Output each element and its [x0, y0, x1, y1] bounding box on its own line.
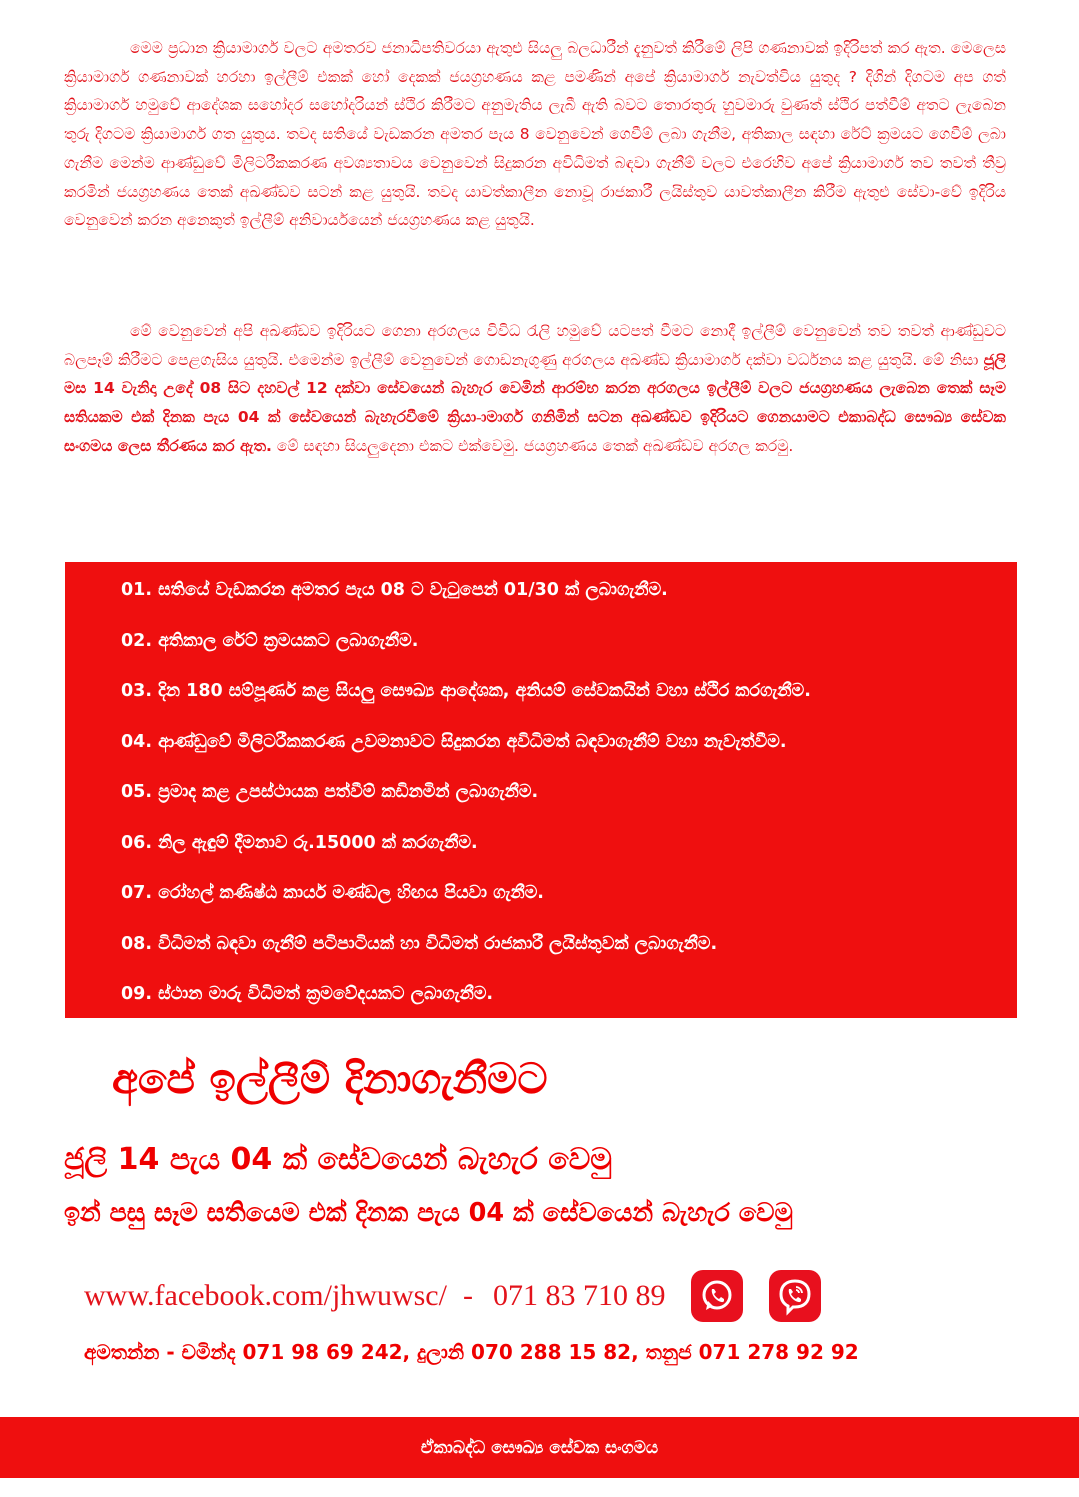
action-paragraph-end: මේ සඳහා සියලුදෙනා එකට එක්වෙමු. ජයග්‍රහණය තෙක් අඛණ්ඩව අරගල කරමු. [271, 436, 794, 455]
contact-persons: අමතන්න - චමින්ද 071 98 69 242, දුලානි 070 288 15 82, තනුජ 071 278 92 92 [84, 1340, 859, 1364]
demand-item: 01. සතියේ වැඩකරන අමතර පැය 08 ට වැටුපෙන් 01/30 ක් ලබාගැනීම. [121, 580, 668, 600]
action-paragraph [64, 317, 1006, 461]
demand-item: 06. නිල ඇඳුම් දීමනාව රු.15000 ක් කරගැනීම. [121, 832, 478, 853]
demands-list [65, 562, 1017, 1033]
facebook-link[interactable]: www.facebook.com/jhwuwsc/ [84, 1279, 447, 1312]
demand-item: 02. අතිකාල රේට් ක්‍රමයකට ලබාගැනීම. [121, 630, 419, 651]
footer-bar [0, 1417, 1079, 1478]
contact-separator: - [462, 1279, 473, 1312]
action-paragraph-start: මේ වෙනුවෙන් අපි අඛණ්ඩව ඉදිරියට ගෙනා අරගලය විවිධ රැලි හමුවේ යටපත් වීමට නොදී ඉල්ලීම් වෙනුවෙන් තව තවත් ආණ්ඩුවට බලපෑම් කිරීමට පෙළගැසිය යුතුයි. එමෙන්ම ඉල්ලීම් වෙනුවෙන් ගොඩනැගුණු අරගලය අඛණ්ඩ ක්‍රියාමාර්ග දක්වා වර්ධනය කළ යුතුයි. මේ නිසා [64, 322, 1006, 369]
demand-item: 09. ස්ථාන මාරු විධිමත් ක්‍රමවේදයකට ලබාගැනීම. [121, 984, 494, 1004]
viber-icon [769, 1270, 821, 1322]
slogan-title: අපේ ඉල්ලීම් දිනාගැනීමට [112, 1054, 548, 1103]
demand-item: 03. දින 180 සම්පූර්ණ කළ සියලු සෞඛ්‍ය ආදේශක, අනියම් සේවකයින් වහා ස්ථිර කරගැනීම. [121, 681, 811, 701]
demands-box [65, 562, 1017, 1018]
slogan-line-1: ජූලි 14 පැය 04 ක් සේවයෙන් බැහැර වෙමු [64, 1142, 612, 1177]
action-paragraph-highlight: ජූලි මස 14 වැනිදා උදේ 08 සිට දහවල් 12 දක්වා සේවයෙන් බැහැර වෙමින් ආරම්භ කරන අරගලය ඉල්ලීම් වලට ජයග්‍රහණය ලැබෙන තෙක් සෑම සතියකම එක් දිනක පැය 04 ක් සේවයෙන් බැහැරවීමේ ක්‍රියා-ාමාර්ග ගනිමින් සටන අඛණ්ඩව ඉදිරියට ගෙනයාමට එකාබද්ධ සෞඛ්‍ය සේවක සංගමය ලෙස තීරණය කර ඇත. [64, 350, 1006, 455]
organization-name: ඒකාබද්ධ සෞඛ්‍ය සේවක සංගමය [420, 1437, 659, 1458]
whatsapp-icon [691, 1270, 743, 1322]
demand-item: 07. රෝහල් කණිෂ්ඨ කාර්ය මණ්ඩල හිඟය පියවා ගැනීම. [121, 883, 544, 903]
demand-item: 05. ප්‍රමාද කළ උපස්ථායක පත්වීම් කඩිනමින් ලබාගැනීම. [121, 782, 539, 802]
intro-paragraph: මෙම ප්‍රධාන ක්‍රියාමාර්ග වලට අමතරව ජනාධිපතිවරයා ඇතුළු සියලු බලධාරීන් දැනුවත් කිරීමේ ලිපි ගණනාවක් ඉදිරිපත් කර ඇත. මෙලෙස ක්‍රියාමාර්ග ගණනාවක් හරහා ඉල්ලීම් එකක් හෝ දෙකක් ජයග්‍රහණය කළ පමණින් අපේ ක්‍රියාමාර්ග නැවත්විය යුතුද ? දිගින් දිගටම අප ගත් ක්‍රියාමාර්ග හමුවේ ආදේශක සහෝදර සහෝදරියන් ස්ථිර කිරීමට අනුමැතිය ලැබී ඇති බවට තොරතුරු හුවමාරු වුණත් ස්ථිර පත්වීම් අතට ලැබෙන තුරු දිගටම ක්‍රියාමාර්ග ගත යුතුය. තවද සතියේ වැඩකරන අමතර පැය 8 වෙනුවෙන් ගෙවීම් ලබා ගැනීම, අතිකාල සඳහා රේට් ක්‍රමයට ගෙවීම් ලබා ගැනීම මෙන්ම ආණ්ඩුවේ මිලිටරීකකරණ අවශ්‍යතාවය වෙනුවෙන් සිදුකරන අවිධිමත් බඳවා ගැනීම් වලට එරෙහිව අපේ ක්‍රියාමාර්ග තව තවත් තීව්‍ර කරමින් ජයග්‍රහණය තෙක් අඛණ්ඩව සටන් කළ යුතුයි. තවද යාවත්කාලීන නොවූ රාජකාරී ලයිස්තුව යාවත්කාලීන කිරීම ඇතුළු සේවා-වේ ඉදිරිය වෙනුවෙන් කරන අනෙකුත් ඉල්ලීම් අනිවාර්යයෙන් ජයග්‍රහණය කළ යුතුයි. [64, 39, 1006, 230]
slogan-line-2: ඉන් පසු සෑම සතියෙම එක් දිනක පැය 04 ක් සේවයෙන් බැහැර වෙමු [64, 1198, 793, 1228]
hotline-number: 071 83 710 89 [492, 1279, 666, 1312]
contact-row [84, 1266, 821, 1326]
demand-item: 04. ආණ්ඩුවේ මිලිටරීකකරණ උවමනාවට සිදුකරන අවිධිමත් බඳවාගැනීම් වහා නැවැත්වීම. [121, 731, 787, 752]
demand-item: 08. විධිමත් බඳවා ගැනීම් පටිපාටියක් හා විධිමත් රාජකාරී ලයිස්තුවක් ලබාගැනීම. [121, 933, 718, 954]
